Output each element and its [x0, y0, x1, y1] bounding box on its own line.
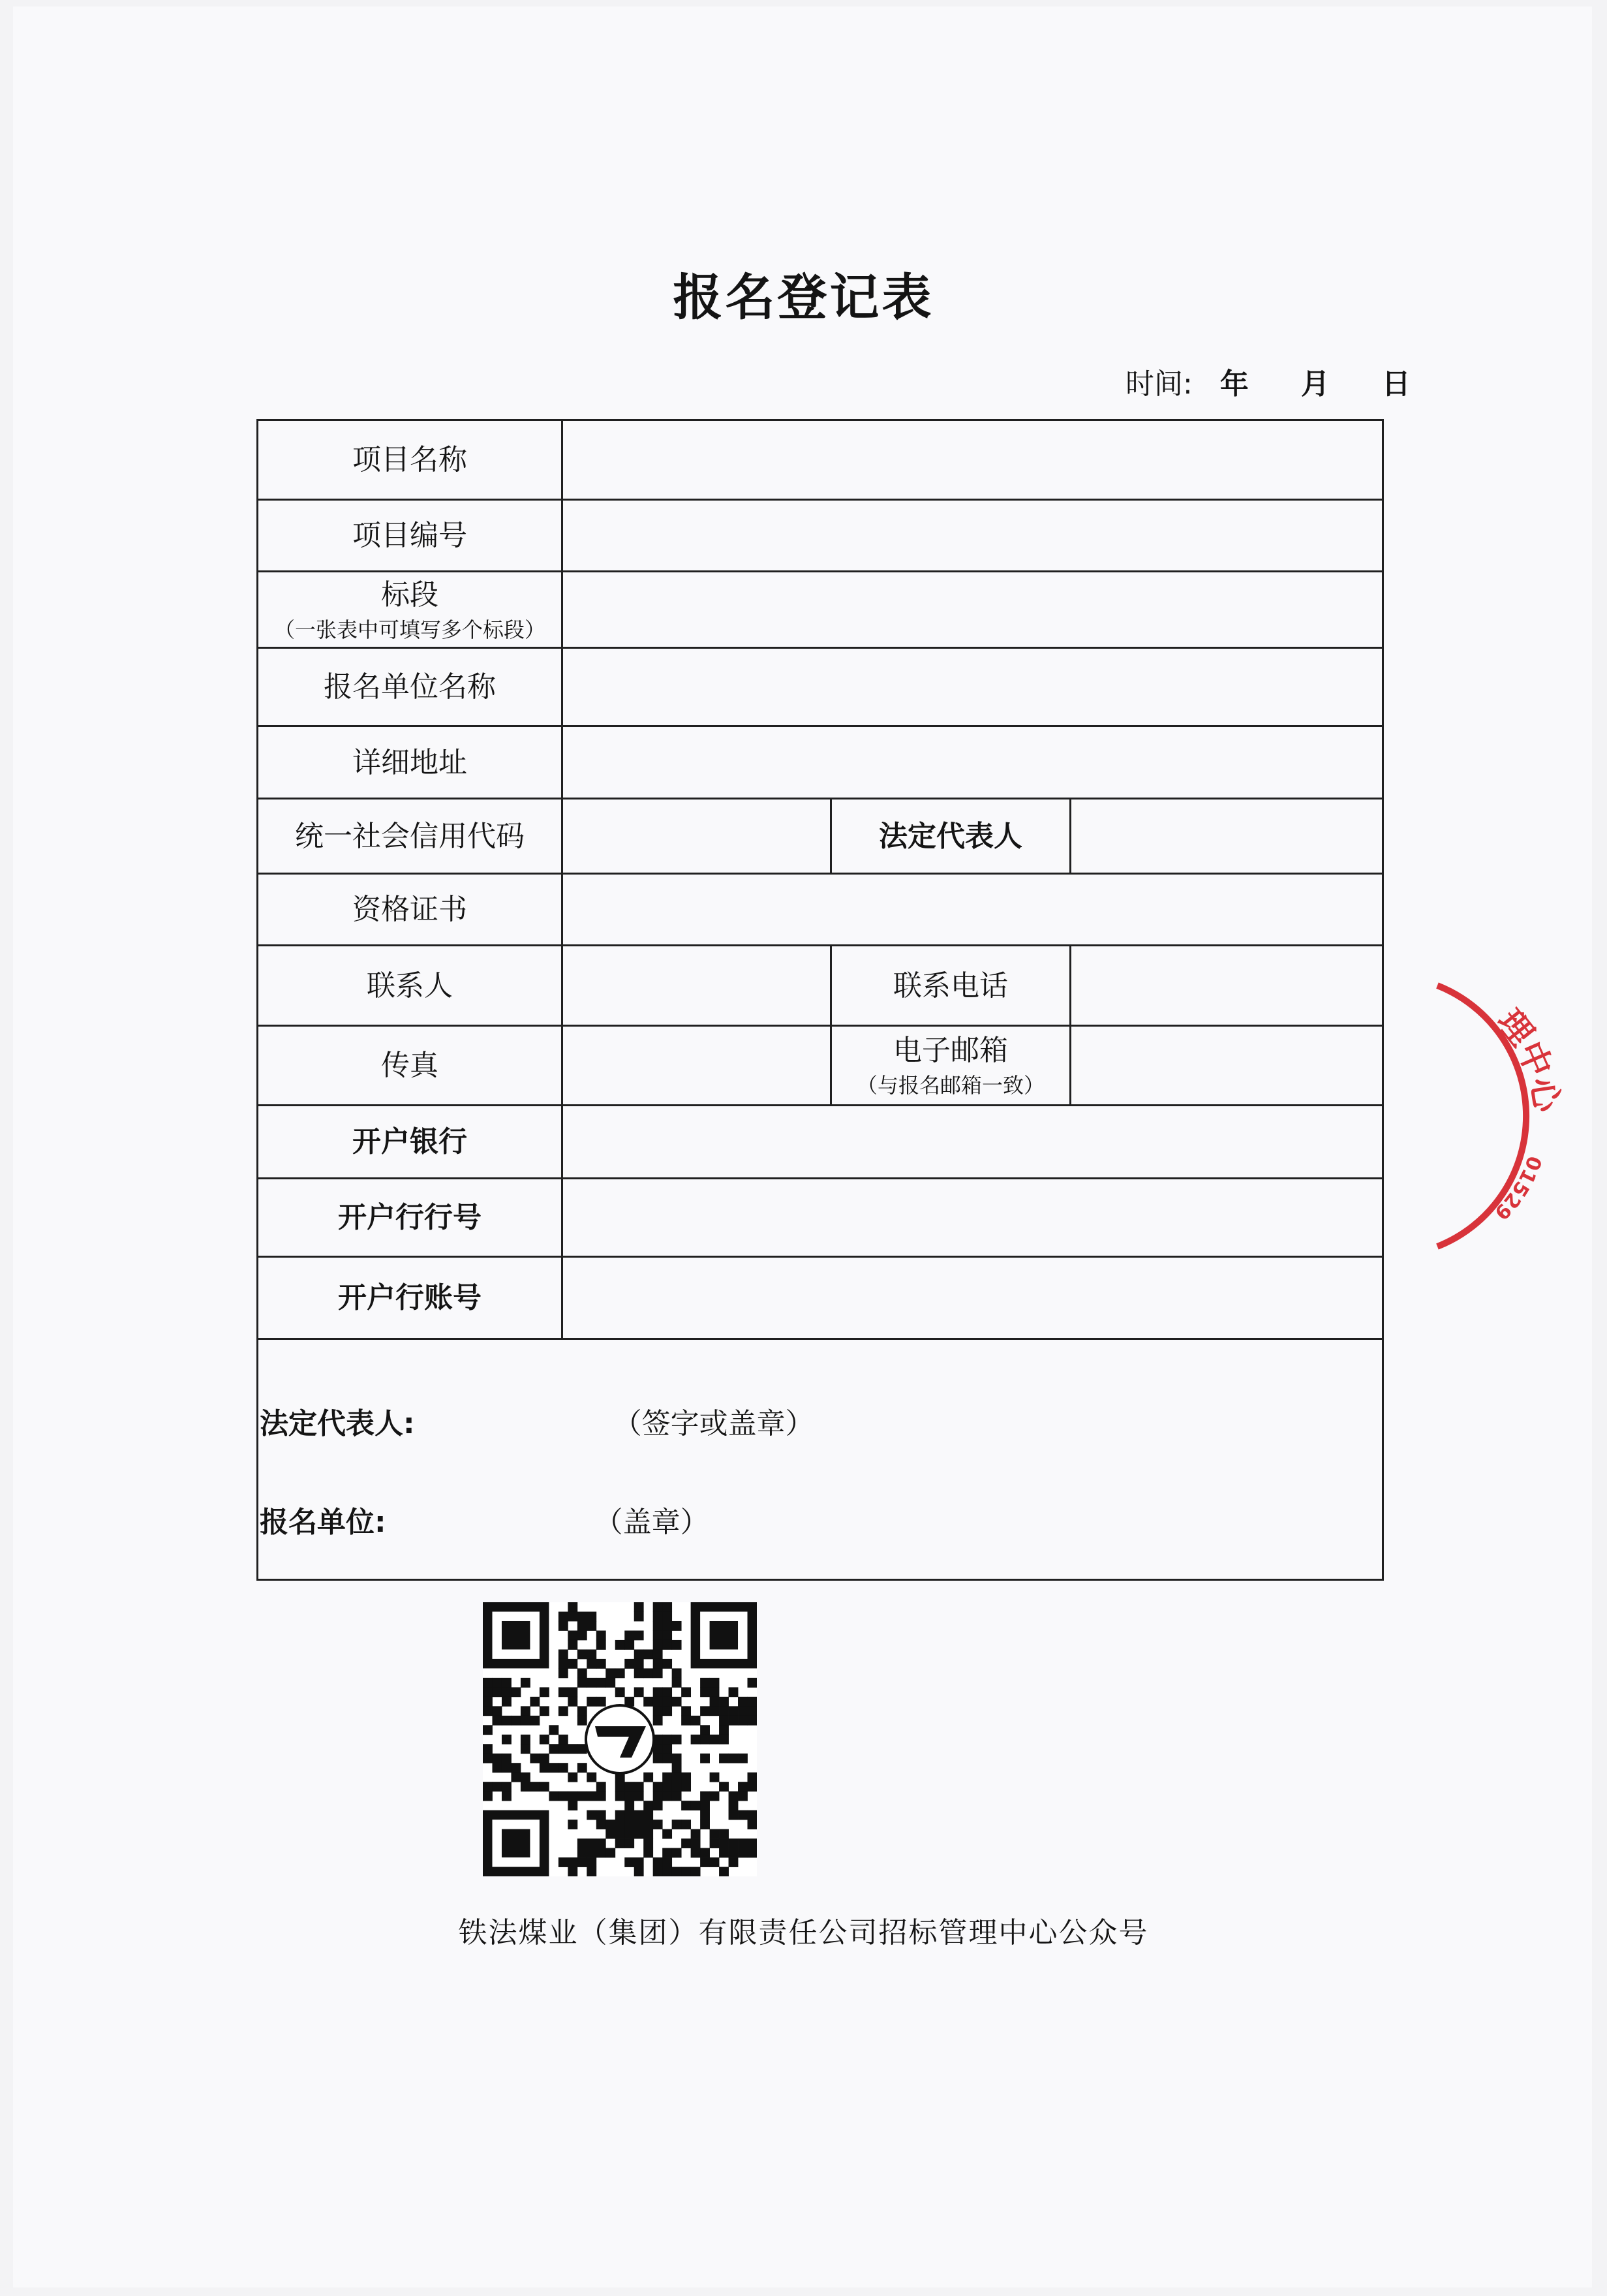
field-address[interactable]	[562, 726, 1383, 799]
table-row	[258, 799, 1383, 874]
signature-legal-rep-line	[260, 1400, 814, 1442]
field-bank-code[interactable]	[562, 1179, 1383, 1257]
stamp-number: 01529	[1490, 1153, 1546, 1224]
table-row	[258, 1339, 1383, 1580]
svg-text:理中心	[1490, 1002, 1567, 1116]
field-phone[interactable]	[1071, 946, 1383, 1026]
field-contact[interactable]	[562, 946, 831, 1026]
field-fax[interactable]	[562, 1026, 831, 1106]
table-row	[258, 648, 1383, 726]
date-day: 日	[1381, 367, 1411, 401]
table-row	[258, 1106, 1383, 1179]
date-month: 月	[1300, 367, 1330, 401]
table-row	[258, 1026, 1383, 1106]
stamp-text: 理中心	[1489, 1002, 1567, 1115]
table-row	[258, 500, 1383, 572]
label-section-note: （一张表中可填写多个标段）	[273, 617, 545, 642]
label-email-note: （与报名邮箱一致）	[856, 1073, 1045, 1098]
page-title: 报名登记表	[673, 268, 934, 326]
qr-caption: 铁法煤业（集团）有限责任公司招标管理中心公众号	[458, 1916, 1149, 1949]
registration-table	[256, 419, 1384, 1581]
signature-area[interactable]	[258, 1339, 1383, 1580]
label-bank-code: 开户行行号	[258, 1179, 562, 1257]
table-row	[258, 420, 1383, 500]
table-row	[258, 1257, 1383, 1339]
label-bank-account: 开户行账号	[258, 1257, 562, 1339]
signature-legal-rep-label: 法定代表人:	[260, 1407, 415, 1440]
label-project-name: 项目名称	[258, 420, 562, 500]
label-fax: 传真	[258, 1026, 562, 1106]
label-email	[831, 1026, 1071, 1106]
label-contact: 联系人	[258, 946, 562, 1026]
label-section-text: 标段	[381, 578, 438, 612]
qr-code[interactable]	[483, 1602, 757, 1876]
field-legal-rep[interactable]	[1071, 799, 1383, 874]
table-row	[258, 874, 1383, 946]
label-address: 详细地址	[258, 726, 562, 799]
label-section	[258, 572, 562, 648]
field-project-name[interactable]	[562, 420, 1383, 500]
label-phone: 联系电话	[831, 946, 1071, 1026]
label-project-number: 项目编号	[258, 500, 562, 572]
label-bank: 开户银行	[258, 1106, 562, 1179]
table-row	[258, 946, 1383, 1026]
label-company-name: 报名单位名称	[258, 648, 562, 726]
label-email-text: 电子邮箱	[893, 1034, 1008, 1067]
field-qualification[interactable]	[562, 874, 1383, 946]
label-credit-code: 统一社会信用代码	[258, 799, 562, 874]
table-row	[258, 1179, 1383, 1257]
date-year: 年	[1219, 367, 1249, 401]
field-credit-code[interactable]	[562, 799, 831, 874]
red-seal-stamp	[1426, 979, 1576, 1253]
date-line	[1125, 360, 1411, 402]
table-row	[258, 726, 1383, 799]
date-label: 时间:	[1125, 367, 1193, 401]
signature-legal-rep-hint: （签字或盖章）	[613, 1407, 814, 1440]
label-qualification: 资格证书	[258, 874, 562, 946]
field-project-number[interactable]	[562, 500, 1383, 572]
label-legal-rep: 法定代表人	[831, 799, 1071, 874]
signature-unit-hint: （盖章）	[594, 1506, 709, 1539]
table-row	[258, 572, 1383, 648]
signature-unit-label: 报名单位:	[260, 1506, 386, 1539]
field-bank-account[interactable]	[562, 1257, 1383, 1339]
signature-unit-line	[260, 1498, 709, 1540]
field-bank[interactable]	[562, 1106, 1383, 1179]
field-section[interactable]	[562, 572, 1383, 648]
field-company-name[interactable]	[562, 648, 1383, 726]
field-email[interactable]	[1071, 1026, 1383, 1106]
